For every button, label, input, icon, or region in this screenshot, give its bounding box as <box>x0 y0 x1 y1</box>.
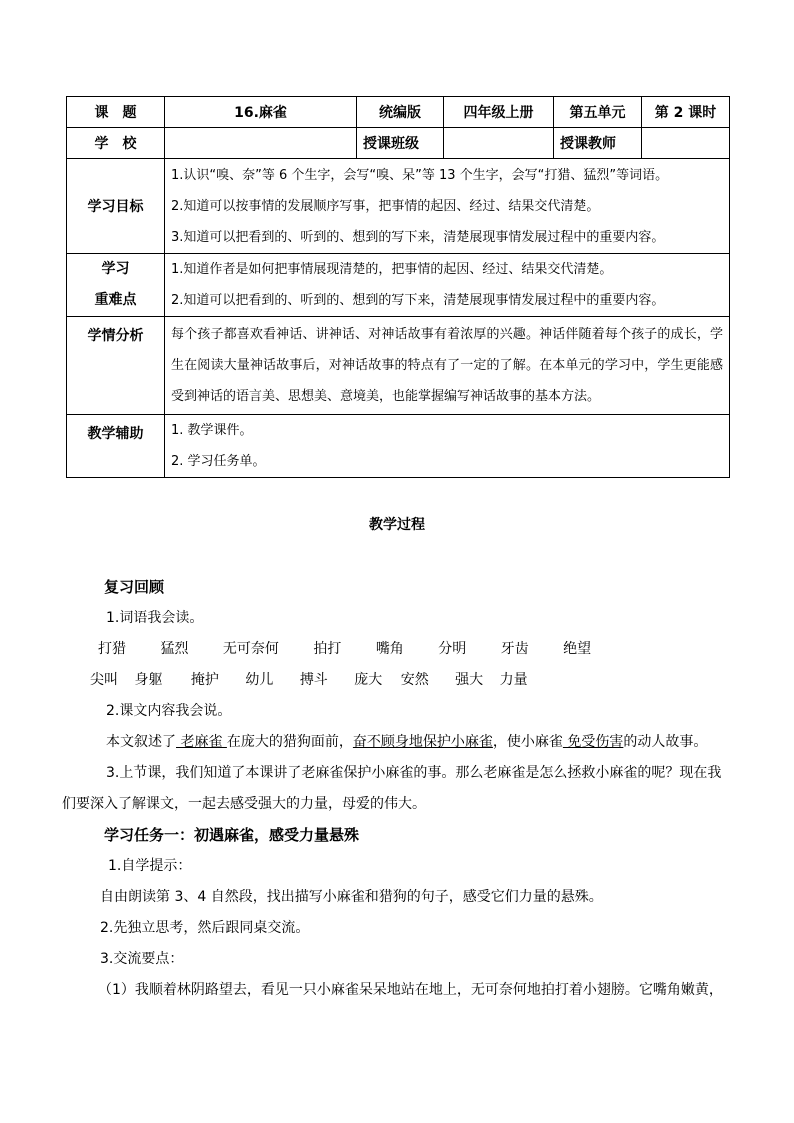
goal-item: 2.知道可以按事情的发展顺序写事，把事情的起因、经过、结果交代清楚。 <box>171 198 600 214</box>
process-body <box>62 572 730 1006</box>
unit: 第五单元 <box>554 97 642 128</box>
summary-part: ，使小麻雀 <box>492 734 563 750</box>
words-row-1 <box>80 634 730 665</box>
key-points-label-line1: 学习 <box>101 261 130 277</box>
word-item: 拍打 <box>313 641 342 657</box>
summary-blank: 免受伤害 <box>562 734 624 750</box>
summary-part: 本文叙述了 <box>106 734 176 750</box>
goal-item: 3.知道可以把看到的、听到的、想到的写下来，清楚展现事情发展过程中的重要内容。 <box>171 229 665 245</box>
word-item: 猛烈 <box>160 641 189 657</box>
lesson-info-table <box>66 96 730 478</box>
word-item: 搏斗 <box>299 672 328 688</box>
goals-content <box>165 159 730 254</box>
course-value: 16.麻雀 <box>165 97 357 128</box>
school-value <box>165 128 357 159</box>
word-item: 分明 <box>438 641 467 657</box>
table-row <box>67 97 730 128</box>
table-row <box>67 159 730 254</box>
analysis-text: 每个孩子都喜欢看神话、讲神话、对神话故事有着浓厚的兴趣。神话伴随着每个孩子的成长，学生在阅读大量神话故事后，对神话故事的特点有了一定的了解。在本单元的学习中，学生更能感受到神话的语言美、思想美、意境美，也能掌握编写神话故事的基本方法。 <box>171 327 723 404</box>
key-points-label <box>67 254 165 317</box>
word-item: 幼儿 <box>245 672 274 688</box>
aid-item: 2. 学习任务单。 <box>171 454 266 469</box>
process-title: 教学过程 <box>369 517 425 533</box>
step-2: 2.课文内容我会说。 <box>106 703 232 719</box>
summary-blank: 奋不顾身地保护小麻雀 <box>352 734 493 750</box>
table-row <box>67 128 730 159</box>
analysis-label: 学情分析 <box>67 317 165 415</box>
edition: 统编版 <box>357 97 444 128</box>
summary-part: 的动人故事。 <box>623 734 708 750</box>
step-3: 3.上节课，我们知道了本课讲了老麻雀保护小麻雀的事。那么老麻雀是怎么拯救小麻雀的呢？现在我们要深入了解课文，一起去感受强大的力量，母爱的伟大。 <box>62 765 722 812</box>
words-row-2 <box>80 665 730 696</box>
key-points-content <box>165 254 730 317</box>
aids-label: 教学辅助 <box>67 415 165 478</box>
step-1: 1.词语我会读。 <box>106 610 204 626</box>
task1-quote: （1）我顺着林阴路望去，看见一只小麻雀呆呆地站在地上，无可奈何地拍打着小翅膀。它嘴角嫩黄， <box>98 982 723 998</box>
review-heading: 复习回顾 <box>104 578 165 596</box>
task1-step-1-text: 自由朗读第 3、4 自然段，找出描写小麻雀和猎狗的句子，感受它们力量的悬殊。 <box>100 889 603 905</box>
table-row <box>67 415 730 478</box>
key-point-item: 2.知道可以把看到的、听到的、想到的写下来，清楚展现事情发展过程中的重要内容。 <box>171 293 665 308</box>
goals-label: 学习目标 <box>67 159 165 254</box>
school-label: 学 校 <box>67 128 165 159</box>
word-item: 身躯 <box>134 672 163 688</box>
word-item: 掩护 <box>190 672 219 688</box>
word-item: 嘴角 <box>375 641 404 657</box>
aid-item: 1. 教学课件。 <box>171 423 253 438</box>
summary-blank: 老麻雀 <box>176 734 227 750</box>
grade: 四年级上册 <box>444 97 554 128</box>
class-label: 授课班级 <box>357 128 444 159</box>
key-points-label-line2: 重难点 <box>94 292 137 308</box>
table-row <box>67 254 730 317</box>
word-item: 尖叫 <box>90 672 118 688</box>
goal-item: 1.认识“嗅、奈”等 6 个生字，会写“嗅、呆”等 13 个生字，会写“打猎、猛烈”等词语。 <box>171 167 669 183</box>
word-item: 力量 <box>499 672 528 688</box>
teacher-value <box>642 128 730 159</box>
word-item: 庞大 <box>354 672 383 688</box>
word-item: 牙齿 <box>500 641 529 657</box>
table-row <box>67 317 730 415</box>
summary-sentence <box>80 727 730 758</box>
word-item: 打猎 <box>98 641 126 657</box>
course-label: 课 题 <box>67 97 165 128</box>
key-point-item: 1.知道作者是如何把事情展现清楚的，把事情的起因、经过、结果交代清楚。 <box>171 262 613 277</box>
word-item: 安然 <box>400 672 429 688</box>
task1-step-1: 1.自学提示： <box>108 858 192 874</box>
task1-heading: 学习任务一：初遇麻雀，感受力量悬殊 <box>104 826 360 844</box>
word-item: 无可奈何 <box>222 641 279 657</box>
period: 第 2 课时 <box>642 97 730 128</box>
class-value <box>444 128 554 159</box>
word-item: 强大 <box>455 672 484 688</box>
word-item: 绝望 <box>563 641 592 657</box>
teacher-label: 授课教师 <box>554 128 642 159</box>
task1-step-3: 3.交流要点： <box>100 951 184 967</box>
analysis-content <box>165 317 730 415</box>
summary-part: 在庞大的猎狗面前， <box>226 734 353 750</box>
aids-content <box>165 415 730 478</box>
task1-step-2: 2.先独立思考，然后跟同桌交流。 <box>100 920 310 936</box>
